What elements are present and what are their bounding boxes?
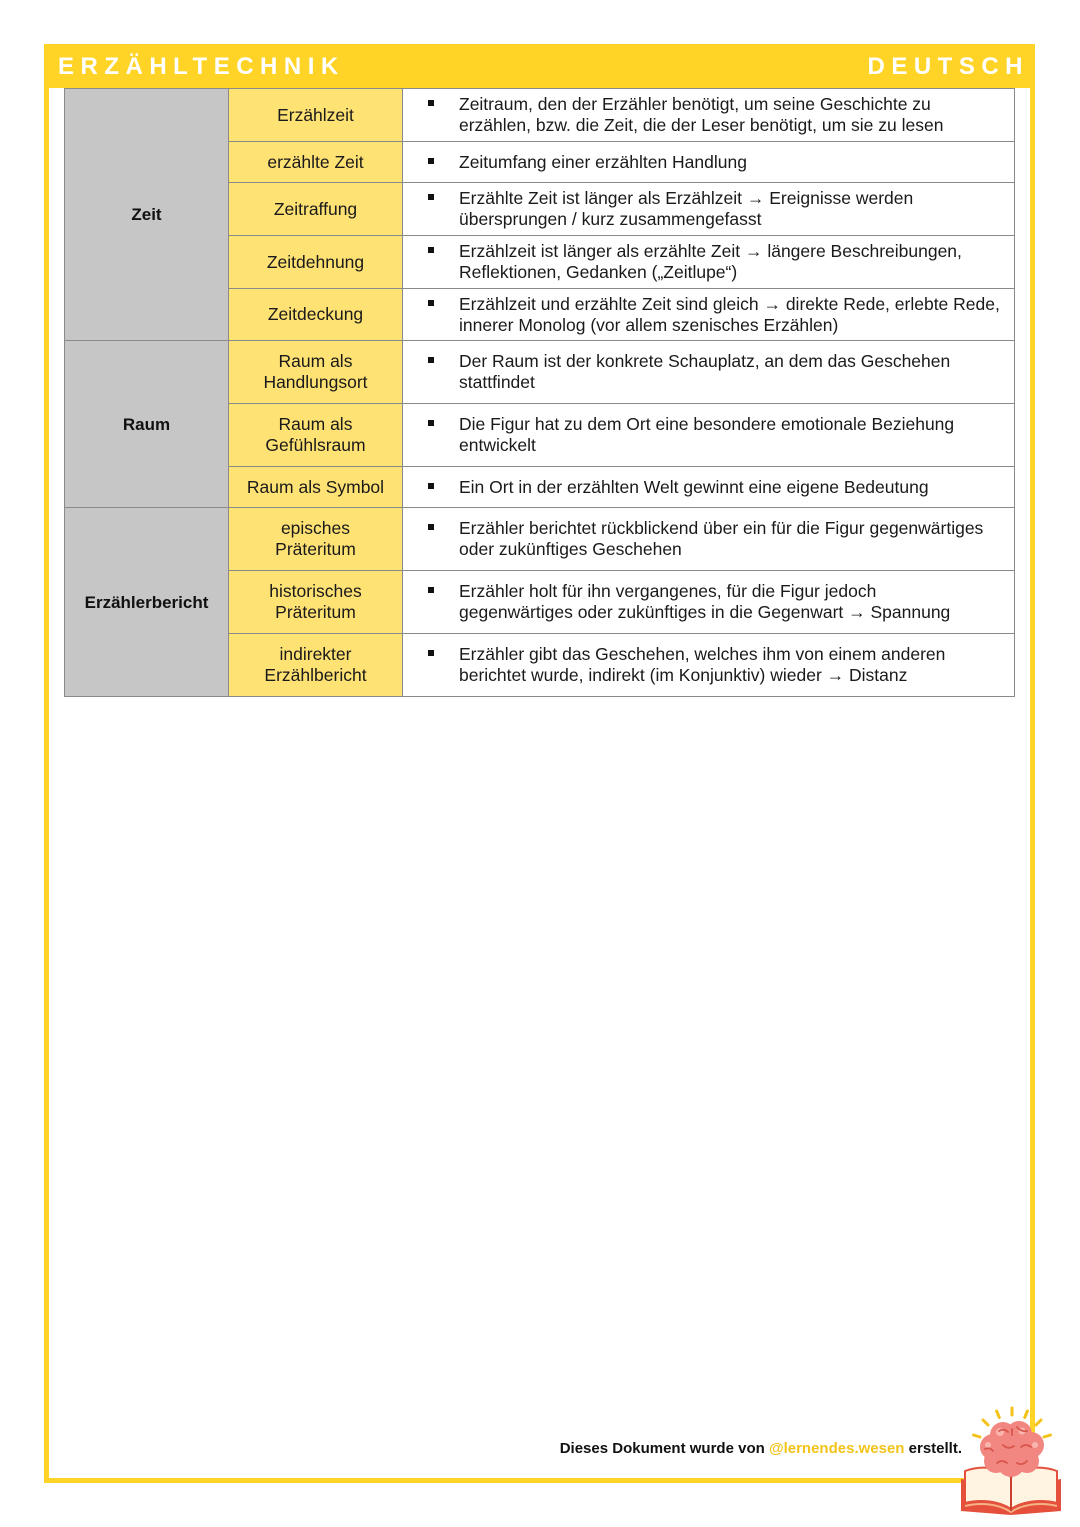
- group-cell-raum: [65, 341, 229, 508]
- term-cell: [229, 571, 403, 634]
- overview-table: [64, 88, 1015, 697]
- description-text: Erzähler gibt das Geschehen, welches ihm von einem anderen berichtet wurde, indirekt (im Konjunktiv) wieder → Distanz: [459, 644, 946, 685]
- footer-credit: [560, 1440, 962, 1458]
- term-cell: [229, 341, 403, 404]
- term-cell: [229, 142, 403, 183]
- term-label: Zeitdehnung: [266, 251, 365, 272]
- term-cell: [229, 89, 403, 142]
- bullet-item: [428, 241, 962, 283]
- description-text: Zeitumfang einer erzählten Handlung: [459, 151, 747, 172]
- term-cell: [229, 508, 403, 571]
- footer-prefix: Dieses Dokument wurde von: [559, 1440, 765, 1457]
- term-label: historisches Präteritum: [269, 581, 362, 622]
- term-label: erzählte Zeit: [267, 151, 364, 172]
- description-text: Erzählzeit und erzählte Zeit sind gleich → direkte Rede, erlebte Rede, innerer Monolog (vor allem szenisches Erzählen): [459, 293, 1000, 335]
- group-label: Zeit: [131, 205, 162, 224]
- bullet-item: [428, 188, 913, 230]
- description-cell: [403, 508, 1015, 571]
- bullet-icon: [428, 587, 434, 593]
- description-cell: [403, 571, 1015, 634]
- term-label: Zeitraffung: [273, 198, 358, 219]
- bullet-icon: [428, 483, 434, 489]
- bullet-item: [428, 351, 950, 393]
- description-text: Erzählte Zeit ist länger als Erzählzeit → Ereignisse werden übersprungen / kurz zusammengefasst: [459, 188, 914, 229]
- bullet-icon: [428, 194, 434, 200]
- term-label: Erzählzeit: [277, 104, 354, 125]
- term-cell: [229, 467, 403, 508]
- term-label: episches Präteritum: [275, 518, 356, 559]
- description-text: Die Figur hat zu dem Ort eine besondere emotionale Beziehung entwickelt: [459, 414, 955, 455]
- bullet-icon: [428, 158, 434, 164]
- term-cell: [229, 404, 403, 467]
- term-cell: [229, 183, 403, 236]
- description-cell: [403, 404, 1015, 467]
- term-label: Raum als Handlungsort: [263, 351, 368, 392]
- bullet-icon: [428, 524, 434, 530]
- bullet-icon: [428, 100, 434, 106]
- description-cell: [403, 142, 1015, 183]
- group-label: Raum: [122, 414, 171, 434]
- description-cell: [403, 183, 1015, 236]
- term-label: Raum als Gefühlsraum: [265, 414, 366, 455]
- bullet-icon: [428, 420, 434, 426]
- bullet-item: [428, 152, 747, 173]
- description-cell: [403, 341, 1015, 404]
- bullet-item: [428, 581, 950, 623]
- description-text: Erzähler berichtet rückblickend über ein für die Figur gegenwärtiges oder zukünftiges Geschehen: [459, 518, 984, 559]
- bullet-item: [428, 477, 929, 498]
- term-label: Raum als Symbol: [246, 476, 385, 497]
- description-text: Der Raum ist der konkrete Schauplatz, an dem das Geschehen stattfindet: [459, 351, 951, 392]
- description-cell: [403, 89, 1015, 142]
- brain-book-logo-icon: [955, 1405, 1067, 1517]
- document-title: ERZÄHLTECHNIK: [58, 53, 345, 80]
- group-cell-erzaehlerbericht: [65, 508, 229, 697]
- description-cell: [403, 634, 1015, 697]
- bullet-icon: [428, 300, 434, 306]
- bullet-item: [428, 644, 945, 686]
- bullet-item: [428, 94, 943, 136]
- bullet-item: [428, 414, 954, 456]
- description-text: Erzähler holt für ihn vergangenes, für die Figur jedoch gegenwärtiges oder zukünftiges in die Gegenwart → Spannung: [459, 581, 951, 622]
- description-text: Ein Ort in der erzählten Welt gewinnt eine eigene Bedeutung: [459, 476, 929, 497]
- bullet-icon: [428, 247, 434, 253]
- bullet-item: [428, 294, 1000, 336]
- description-text: Zeitraum, den der Erzähler benötigt, um seine Geschichte zu erzählen, bzw. die Zeit, die der Leser benötigt, um sie zu lesen: [459, 94, 944, 135]
- term-cell: [229, 634, 403, 697]
- subject-label: DEUTSCH: [867, 53, 1029, 80]
- group-label: Erzählerbericht: [84, 592, 209, 612]
- description-cell: [403, 236, 1015, 289]
- group-cell-zeit: [65, 89, 229, 341]
- description-text: Erzählzeit ist länger als erzählte Zeit → längere Beschreibungen, Reflektionen, Gedanken („Zeitlupe“): [459, 241, 962, 282]
- description-cell: [403, 289, 1015, 341]
- author-handle: @lernendes.wesen: [768, 1440, 905, 1457]
- term-label: indirekter Erzählbericht: [264, 644, 367, 685]
- term-cell: [229, 236, 403, 289]
- term-label: Zeitdeckung: [267, 304, 364, 324]
- bullet-icon: [428, 357, 434, 363]
- footer-suffix: erstellt.: [908, 1440, 962, 1457]
- bullet-icon: [428, 650, 434, 656]
- term-cell: [229, 289, 403, 341]
- header-bar: [44, 44, 1035, 88]
- bullet-item: [428, 518, 983, 560]
- description-cell: [403, 467, 1015, 508]
